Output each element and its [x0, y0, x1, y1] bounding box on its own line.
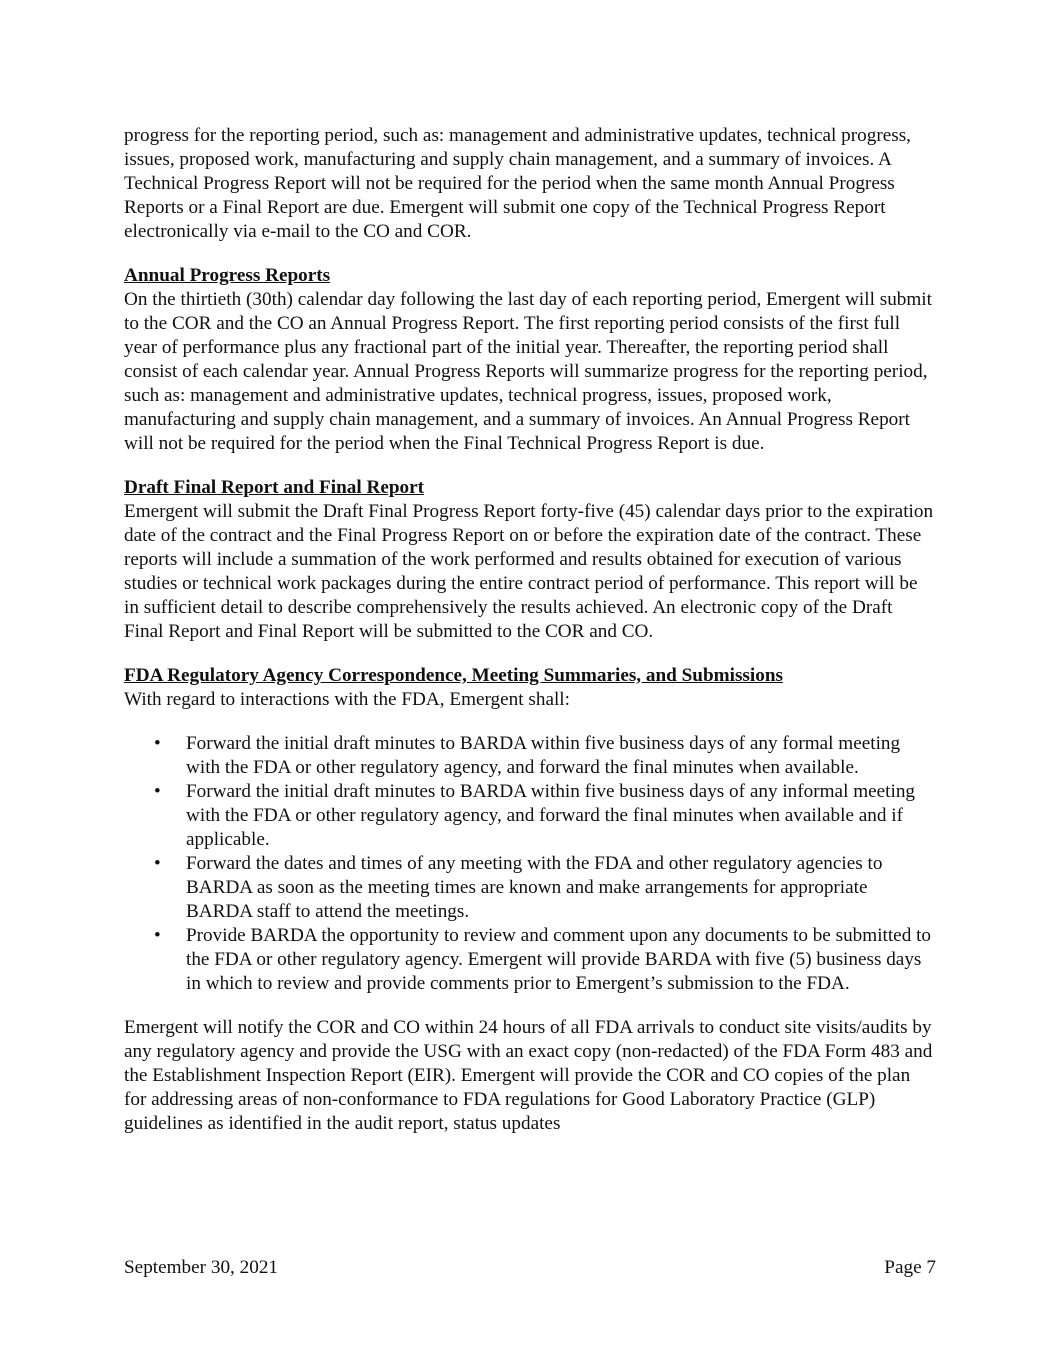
continuation-paragraph: progress for the reporting period, such as: management and administrative updates, technical progress, issues, proposed work, manufacturing and supply chain management, and a summary of invoices. A Technical Progress Report will not be required for the period when the same month Annual Progress Reports or a Final Report are due. Emergent will submit one copy of the Technical Progress Report electronically via e-mail to the CO and COR. [124, 125, 911, 242]
list-item [124, 924, 936, 996]
page-footer [124, 1256, 936, 1280]
draft-final-heading: Draft Final Report and Final Report [124, 477, 425, 498]
list-item [124, 780, 936, 852]
fda-heading: FDA Regulatory Agency Correspondence, Meeting Summaries, and Submissions [124, 665, 783, 686]
bullet-icon: • [154, 925, 161, 946]
footer-date: September 30, 2021 [124, 1257, 279, 1278]
list-item-text: Forward the dates and times of any meeting with the FDA and other regulatory agencies to BARDA as soon as the meeting times are known and make arrangements for appropriate BARDA staff to attend the meetings. [186, 853, 883, 922]
annual-progress-body: On the thirtieth (30th) calendar day following the last day of each reporting period, Emergent will submit to the COR and the CO an Annual Progress Report. The first reporting period consists of the first full year of performance plus any fractional part of the initial year. Thereafter, the reporting period shall consist of each calendar year. Annual Progress Reports will summarize progress for the reporting period, such as: management and administrative updates, technical progress, issues, proposed work, manufacturing and supply chain management, and a summary of invoices. An Annual Progress Report will not be required for the period when the Final Technical Progress Report is due. [124, 289, 932, 454]
list-item-text: Forward the initial draft minutes to BARDA within five business days of any formal meeting with the FDA or other regulatory agency, and forward the final minutes when available. [186, 733, 901, 778]
bullet-icon: • [154, 853, 161, 874]
fda-closing-paragraph: Emergent will notify the COR and CO within 24 hours of all FDA arrivals to conduct site visits/audits by any regulatory agency and provide the USG with an exact copy (non-redacted) of the FDA Form 483 and the Establishment Inspection Report (EIR). Emergent will provide the COR and CO copies of the plan for addressing areas of non-conformance to FDA regulations for Good Laboratory Practice (GLP) guidelines as identified in the audit report, status updates [124, 1017, 933, 1134]
fda-section [124, 664, 936, 1136]
annual-progress-heading: Annual Progress Reports [124, 265, 331, 286]
annual-progress-section [124, 264, 936, 456]
fda-intro: With regard to interactions with the FDA, Emergent shall: [124, 689, 570, 710]
draft-final-body: Emergent will submit the Draft Final Progress Report forty-five (45) calendar days prior to the expiration date of the contract and the Final Progress Report on or before the expiration date of the contract. These reports will include a summation of the work performed and results obtained for execution of various studies or technical work packages during the entire contract period of performance. This report will be in sufficient detail to describe comprehensively the results achieved. An electronic copy of the Draft Final Report and Final Report will be submitted to the COR and CO. [124, 501, 934, 642]
list-item [124, 852, 936, 924]
bullet-icon: • [154, 733, 161, 754]
list-item [124, 732, 936, 780]
fda-bullet-list [124, 732, 936, 996]
draft-final-section [124, 476, 936, 644]
document-page [124, 124, 936, 1136]
bullet-icon: • [154, 781, 161, 802]
list-item-text: Forward the initial draft minutes to BARDA within five business days of any informal meeting with the FDA or other regulatory agency, and forward the final minutes when available and if applicable. [186, 781, 916, 850]
footer-page-number: Page 7 [884, 1257, 936, 1278]
list-item-text: Provide BARDA the opportunity to review and comment upon any documents to be submitted to the FDA or other regulatory agency. Emergent will provide BARDA with five (5) business days in which to review and provide comments prior to Emergent’s submission to the FDA. [186, 925, 932, 994]
